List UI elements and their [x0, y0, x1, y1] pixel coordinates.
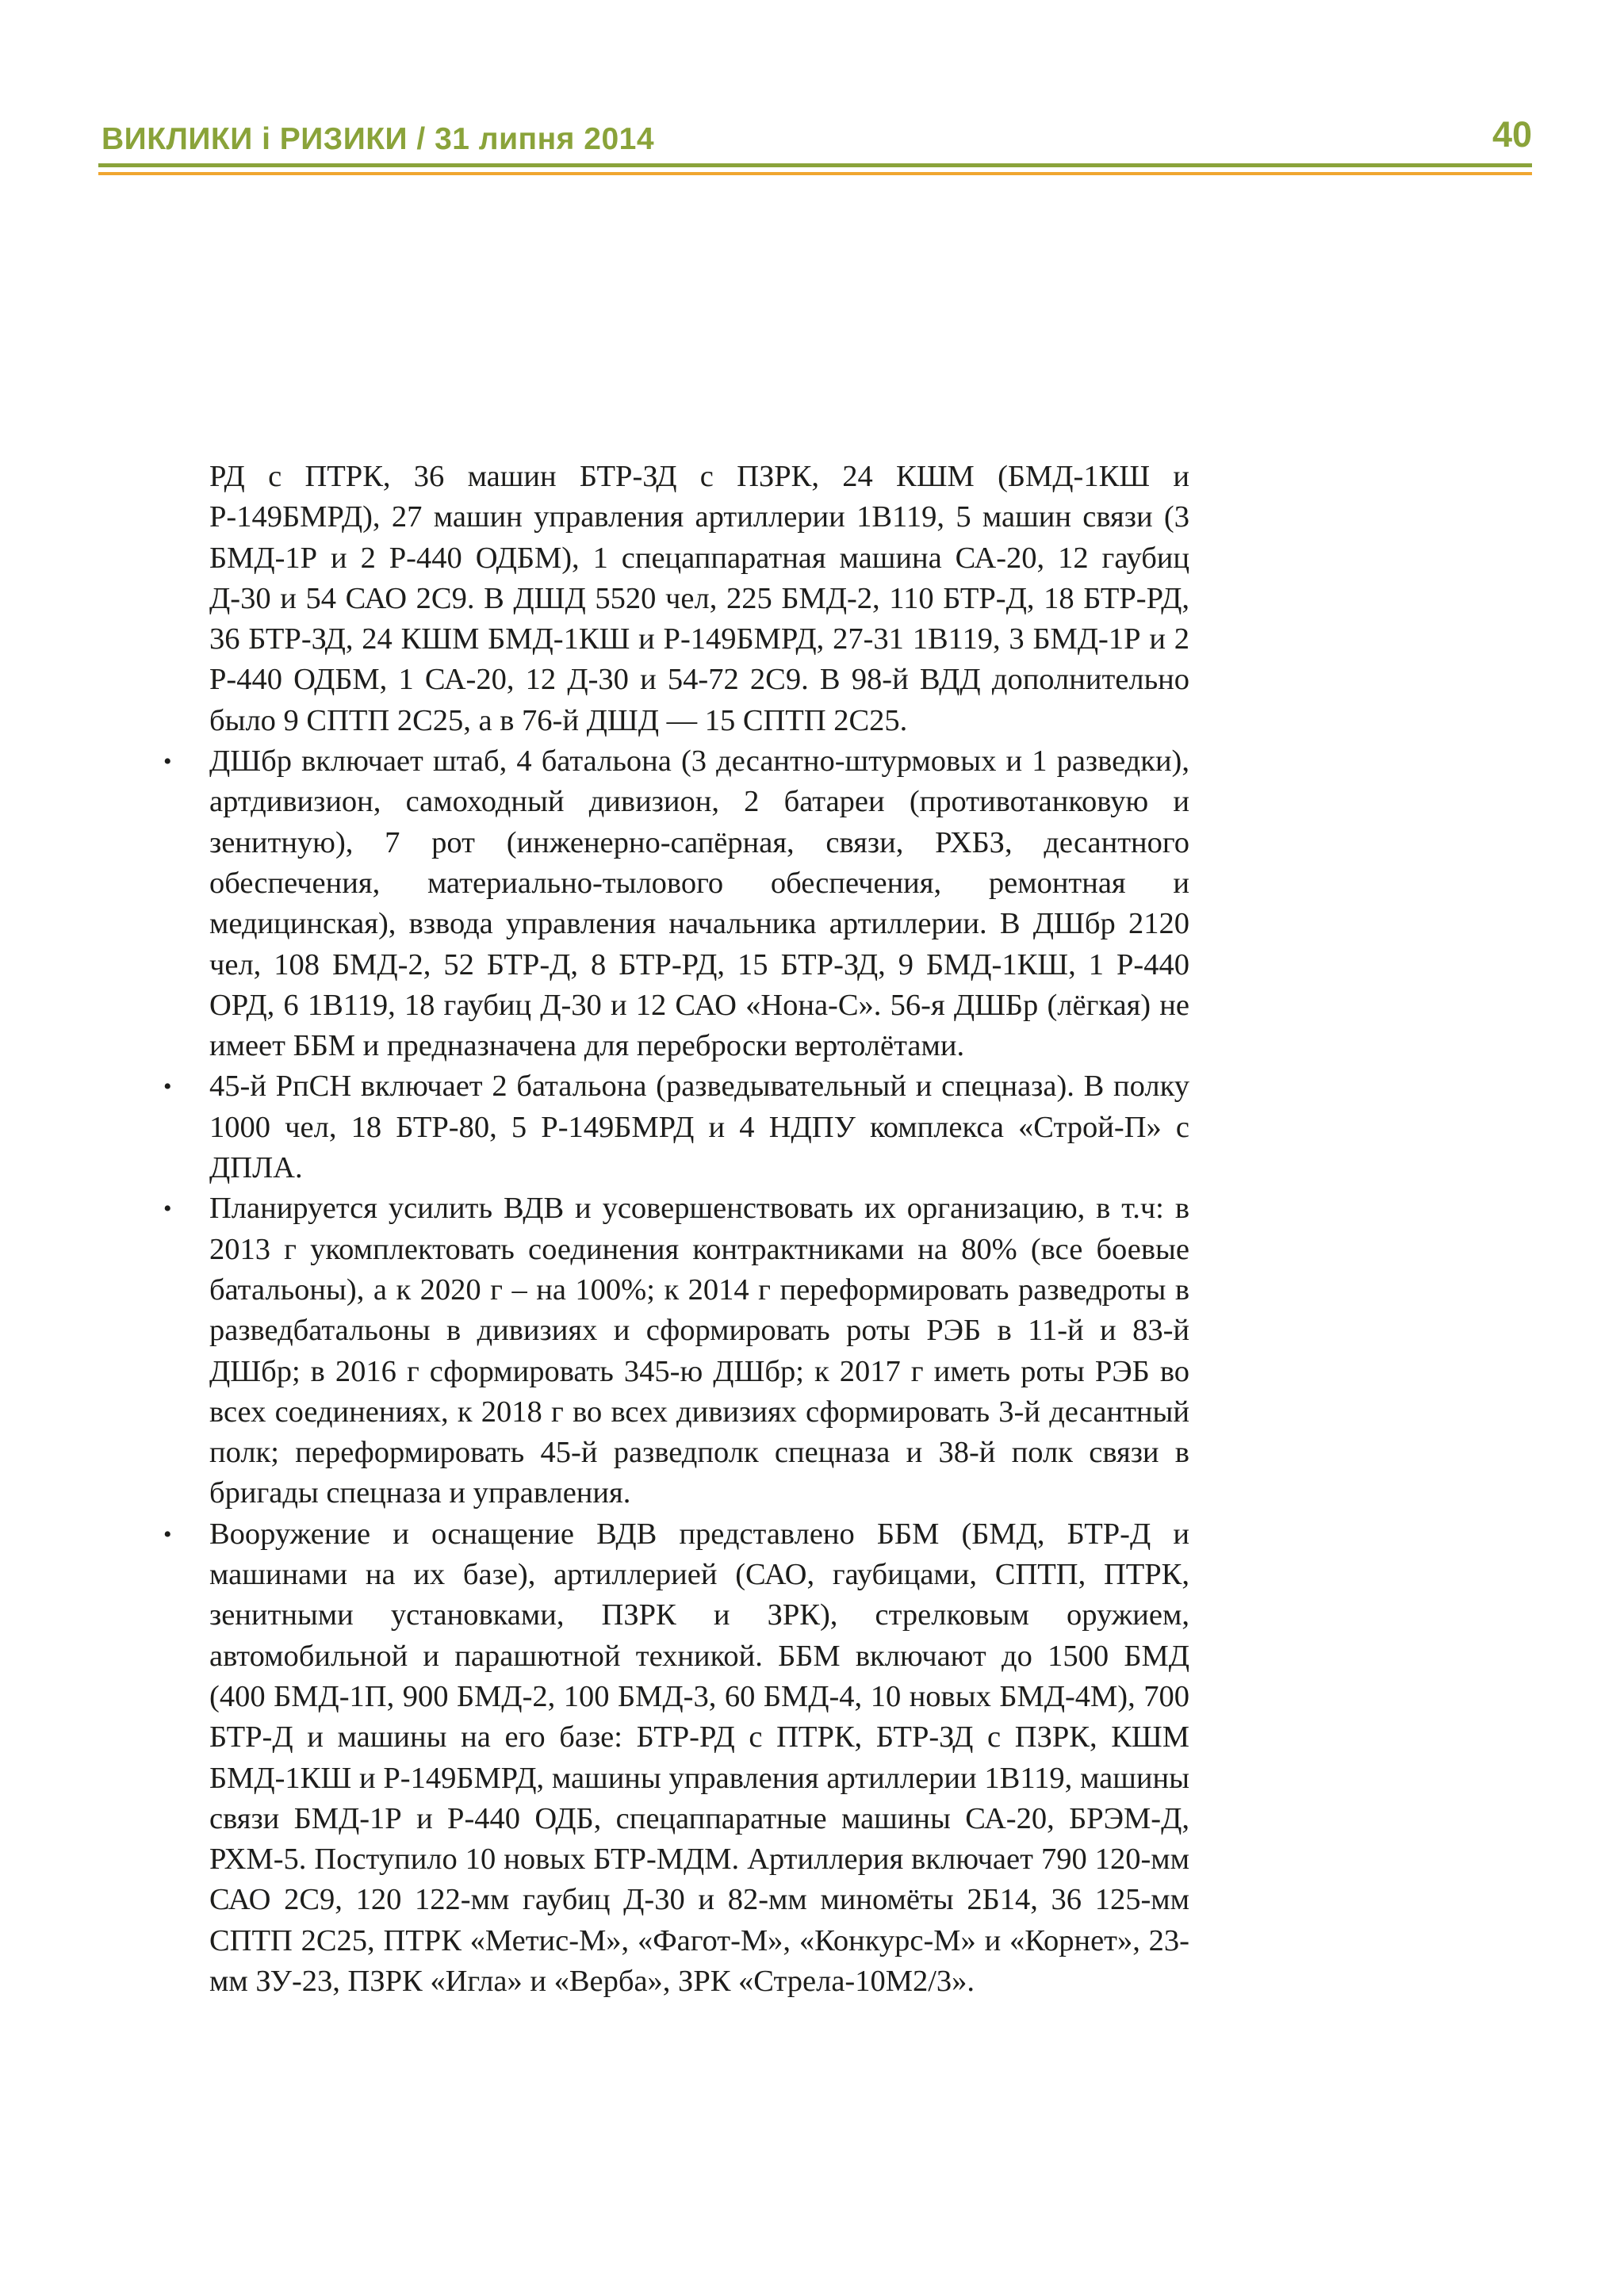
bullet-marker: • — [163, 1073, 172, 1100]
intro-paragraph: РД с ПТРК, 36 машин БТР-ЗД с ПЗРК, 24 КШМ (БМД-1КШ и Р-149БМРД), 27 машин управления артиллерии 1В119, 5 машин связи (3 БМД-1Р и 2 Р-440 ОДБМ), 1 спецаппаратная машина СА-20, 12 гаубиц Д-30 и 54 САО 2С9. В ДШД 5520 чел, 225 БМД-2, 110 БТР-Д, 18 БТР-РД, 36 БТР-ЗД, 24 КШМ БМД-1КШ и Р-149БМРД, 27-31 1В119, 3 БМД-1Р и 2 Р-440 ОДБМ, 1 СА-20, 12 Д-30 и 54-72 2С9. В 98-й ВДД дополнительно было 9 СПТП 2С25, а в 76-й ДШД — 15 СПТП 2С25. — [209, 460, 1189, 737]
body-text — [163, 457, 1189, 2002]
bullet-item-reform-plans — [163, 1188, 1189, 1513]
bullet-text: Планируется усилить ВДВ и усовершенствовать их организацию, в т.ч: в 2013 г укомплектовать соединения контрактниками на 80% (все боевые батальоны), а к 2020 г – на 100%; к 2014 г переформировать разведроты в разведбатальоны в дивизиях и сформировать роты РЭБ в 11-й и 83-й ДШбр; в 2016 г сформировать 345-ю ДШбр; к 2017 г иметь роты РЭБ во всех соединениях, к 2018 г во всех дивизиях сформировать 3-й десантный полк; переформировать 45-й разведполк спецназа и 38-й полк связи в бригады спецназа и управления. — [209, 1192, 1189, 1510]
page-number: 40 — [1492, 114, 1532, 155]
bullet-item-armament — [163, 1514, 1189, 2003]
bullet-text: ДШбр включает штаб, 4 батальона (3 десантно-штурмовых и 1 разведки), артдивизион, самоходный дивизион, 2 батареи (противотанковую и зенитную), 7 рот (инженерно-сапёрная, связи, РХБЗ, десантного обеспечения, материально-тылового обеспечения, ремонтная и медицинская), взвода управления начальника артиллерии. В ДШбр 2120 чел, 108 БМД-2, 52 БТР-Д, 8 БТР-РД, 15 БТР-ЗД, 9 БМД-1КШ, 1 Р-440 ОРД, 6 1В119, 18 гаубиц Д-30 и 12 САО «Нона-С». 56-я ДШБр (лёгкая) не имеет ББМ и предназначена для переброски вертолётами. — [209, 744, 1189, 1063]
header-rule-green — [98, 163, 1532, 167]
bullet-marker: • — [163, 748, 172, 775]
running-header-title: ВИКЛИКИ і РИЗИКИ / 31 липня 2014 — [102, 122, 655, 156]
bullet-item-special-forces-regiment — [163, 1066, 1189, 1188]
bullet-marker: • — [163, 1521, 172, 1548]
bullet-list — [163, 741, 1189, 2002]
bullet-text: Вооружение и оснащение ВДВ представлено ББМ (БМД, БТР-Д и машинами на их базе), артиллерией (САО, гаубицами, СПТП, ПТРК, зенитными установками, ПЗРК и ЗРК), стрелковым оружием, автомобильной и парашютной техникой. ББМ включают до 1500 БМД (400 БМД-1П, 900 БМД-2, 100 БМД-3, 60 БМД-4, 10 новых БМД-4М), 700 БТР-Д и машины на его базе: БТР-РД с ПТРК, БТР-ЗД с ПЗРК, КШМ БМД-1КШ и Р-149БМРД, машины управления артиллерии 1В119, машины связи БМД-1Р и Р-440 ОДБ, спецаппаратные машины СА-20, БРЭМ-Д, РХМ-5. Поступило 10 новых БТР-МДМ. Артиллерия включает 790 120-мм САО 2С9, 120 122-мм гаубиц Д-30 и 82-мм миномёты 2Б14, 36 125-мм СПТП 2С25, ПТРК «Метис-М», «Фагот-М», «Конкурс-М» и «Корнет», 23-мм ЗУ-23, ПЗРК «Игла» и «Верба», ЗРК «Стрела-10М2/3». — [209, 1517, 1189, 1998]
bullet-marker: • — [163, 1196, 172, 1223]
bullet-text: 45-й РпСН включает 2 батальона (разведывательный и спецназа). В полку 1000 чел, 18 БТР-80, 5 Р-149БМРД и 4 НДПУ комплекса «Строй-П» с ДПЛА. — [209, 1070, 1189, 1185]
header-rule-orange — [98, 172, 1532, 175]
bullet-item-airborne-assault-brigade — [163, 741, 1189, 1066]
